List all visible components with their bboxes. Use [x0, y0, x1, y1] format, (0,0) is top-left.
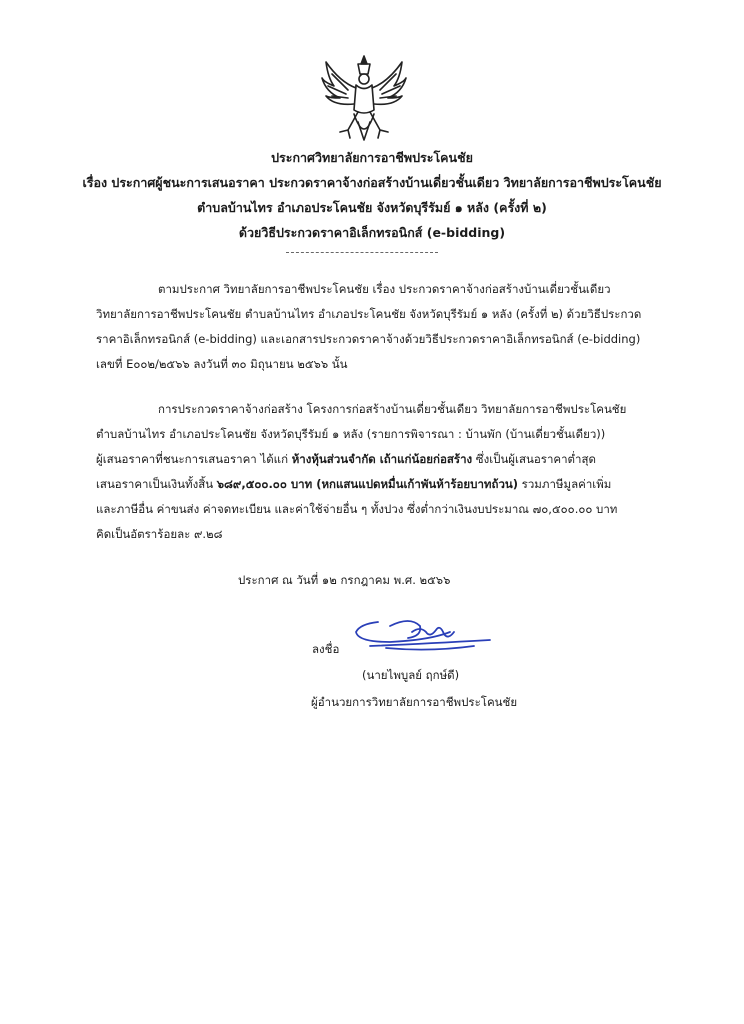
signed-label: ลงชื่อ [312, 642, 340, 656]
announcement-title: ประกาศวิทยาลัยการอาชีพประโคนชัย [271, 150, 473, 165]
paragraph2-line2: ตำบลบ้านไทร อำเภอประโคนชัย จังหวัดบุรีรัมย์ ๑ หลัง (รายการพิจารณา : บ้านพัก (บ้านเดี่ยวชั้นเดียว)) [96, 427, 606, 441]
announcement-date: ประกาศ ณ วันที่ ๑๒ กรกฎาคม พ.ศ. ๒๕๖๖ [238, 573, 451, 587]
amount-note: รวมภาษีมูลค่าเพิ่ม [518, 477, 612, 491]
handwritten-signature-icon [350, 602, 500, 654]
subject-line-2: ตำบลบ้านไทร อำเภอประโคนชัย จังหวัดบุรีรัมย์ ๑ หลัง (ครั้งที่ ๒) [197, 200, 547, 215]
subject-line-3: ด้วยวิธีประกวดราคาอิเล็กทรอนิกส์ (e-bidding) [238, 225, 506, 240]
amount-intro: เสนอราคาเป็นเงินทั้งสิ้น [96, 477, 217, 491]
garuda-emblem-icon [318, 52, 410, 148]
winner-name: ห้างหุ้นส่วนจำกัด เถ้าแก่น้อยก่อสร้าง [291, 452, 473, 466]
signer-name: (นายไพบูลย์ ฤกษ์ดี) [362, 668, 460, 682]
paragraph1-line4: เลขที่ E๐๐๒/๒๕๖๖ ลงวันที่ ๓๐ มิถุนายน ๒๕๖๖ นั้น [96, 357, 348, 371]
subject-line-1: เรื่อง ประกาศผู้ชนะการเสนอราคา ประกวดราคาจ้างก่อสร้างบ้านเดี่ยวชั้นเดียว วิทยาลัยการอาชีพประโคนชัย [82, 175, 662, 190]
paragraph2-line5: และภาษีอื่น ค่าขนส่ง ค่าจดทะเบียน และค่าใช้จ่ายอื่น ๆ ทั้งปวง ซึ่งต่ำกว่าเงินงบประมาณ ๗๐,๕๐๐.๐๐ บาท [96, 502, 618, 516]
title-divider [286, 252, 438, 253]
paragraph1-line3: ราคาอิเล็กทรอนิกส์ (e-bidding) และเอกสารประกวดราคาจ้างด้วยวิธีประกวดราคาอิเล็กทรอนิกส์ (e-bidding) [96, 332, 641, 346]
signer-title: ผู้อำนวยการวิทยาลัยการอาชีพประโคนชัย [311, 695, 518, 709]
paragraph2-line6: คิดเป็นอัตราร้อยละ ๙.๒๘ [96, 527, 223, 541]
paragraph1-line2: วิทยาลัยการอาชีพประโคนชัย ตำบลบ้านไทร อำเภอประโคนชัย จังหวัดบุรีรัมย์ ๑ หลัง (ครั้งที่ ๒) ด้วยวิธีประกวด [96, 307, 642, 321]
winning-amount: ๖๘๙,๕๐๐.๐๐ บาท (หกแสนแปดหมื่นเก้าพันห้าร้อยบาทถ้วน) [216, 477, 519, 491]
paragraph2-line3 [96, 451, 596, 469]
winner-intro: ผู้เสนอราคาที่ชนะการเสนอราคา ได้แก่ [96, 452, 292, 466]
winner-note: ซึ่งเป็นผู้เสนอราคาต่ำสุด [472, 452, 596, 466]
paragraph1-line1: ตามประกาศ วิทยาลัยการอาชีพประโคนชัย เรื่อง ประกวดราคาจ้างก่อสร้างบ้านเดี่ยวชั้นเดียว [158, 282, 611, 296]
paragraph2-line1: การประกวดราคาจ้างก่อสร้าง โครงการก่อสร้างบ้านเดี่ยวชั้นเดียว วิทยาลัยการอาชีพประโคนชัย [158, 402, 627, 416]
paragraph2-line4 [96, 476, 611, 494]
